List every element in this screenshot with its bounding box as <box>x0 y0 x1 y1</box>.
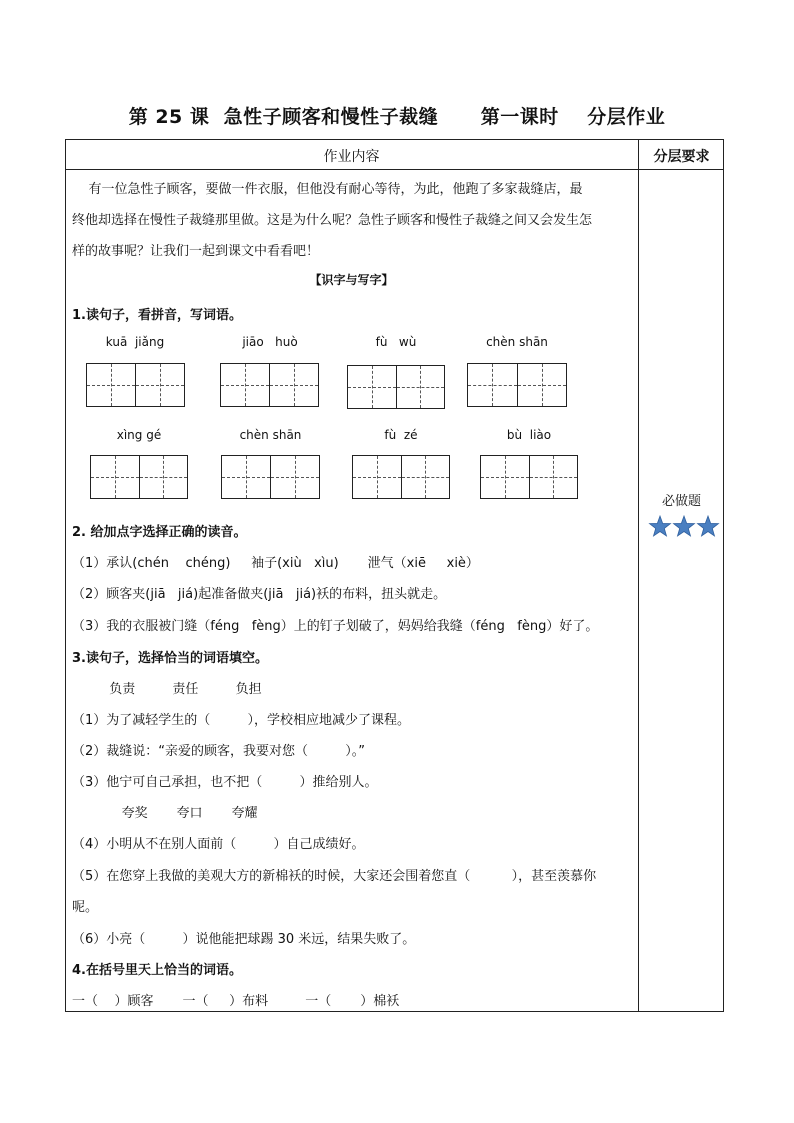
q3-word-bank: 夸奖 夸口 夸耀 <box>72 806 258 821</box>
q2-line: （2）顾客夹(jiā jiá)起准备做夹(jiā jiá)袄的布料，扭头就走。 <box>72 587 447 602</box>
column-divider <box>638 139 639 1012</box>
star-rating <box>648 513 720 541</box>
q3-line: 呢。 <box>72 900 99 915</box>
q2-title: 2. 给加点字选择正确的读音。 <box>72 525 247 540</box>
q2-line: （3）我的衣服被门缝（féng fèng）上的钉子划破了，妈妈给我缝（féng fèng）好了。 <box>72 619 599 634</box>
q2-line: （1）承认(chén chéng) 袖子(xiù xìu) 泄气（xiē xiè） <box>72 556 479 571</box>
level-label: 必做题 <box>661 494 701 509</box>
pinyin-label: chèn shān <box>239 428 302 442</box>
star-icon <box>698 516 719 536</box>
q3-line: （4）小明从不在别人面前（ ）自己成绩好。 <box>72 837 365 852</box>
star-icon <box>650 516 671 536</box>
page-title: 第 25 课 急性子顾客和慢性子裁缝 第一课时 分层作业 <box>128 106 666 128</box>
pinyin-label: fù wù <box>375 335 417 349</box>
q3-line: （1）为了减轻学生的（ ），学校相应地减少了课程。 <box>72 713 410 728</box>
header-divider <box>65 169 724 170</box>
writing-grid[interactable] <box>220 363 319 407</box>
pinyin-label: bù liào <box>506 428 552 442</box>
pinyin-label: chèn shān <box>486 335 548 349</box>
q3-title: 3.读句子，选择恰当的词语填空。 <box>72 651 268 666</box>
writing-grid[interactable] <box>352 455 450 499</box>
writing-grid[interactable] <box>221 455 320 499</box>
q3-line: （6）小亮（ ）说他能把球踢 30 米远，结果失败了。 <box>72 932 416 947</box>
intro-line: 有一位急性子顾客，要做一件衣服，但他没有耐心等待，为此，他跑了多家裁缝店，最 <box>72 182 583 197</box>
writing-grid[interactable] <box>347 365 445 409</box>
writing-grid[interactable] <box>86 363 185 407</box>
pinyin-label: kuā jiǎng <box>105 335 165 349</box>
q3-line: （3）他宁可自己承担，也不把（ ）推给别人。 <box>72 775 378 790</box>
writing-grid[interactable] <box>480 455 578 499</box>
writing-grid[interactable] <box>467 363 567 407</box>
intro-line: 样的故事呢？让我们一起到课文中看看吧！ <box>72 244 320 259</box>
intro-line: 终他却选择在慢性子裁缝那里做。这是为什么呢？急性子顾客和慢性子裁缝之间又会发生怎 <box>72 213 593 228</box>
q3-line: （5）在您穿上我做的美观大方的新棉袄的时候，大家还会围着您直（ ），甚至羡慕你 <box>72 869 597 884</box>
star-icon <box>674 516 695 536</box>
header-level: 分层要求 <box>653 149 710 165</box>
pinyin-label: jiāo huò <box>242 335 298 349</box>
q1-title: 1.读句子，看拼音，写词语。 <box>72 308 242 323</box>
section-title: 【识字与写字】 <box>309 273 394 287</box>
q4-line: 一（ ）顾客 一（ ）布料 一（ ）棉袄 <box>72 994 400 1009</box>
pinyin-label: xìng gé <box>116 428 162 442</box>
pinyin-label: fù zé <box>384 428 418 442</box>
q3-line: （2）裁缝说：“亲爱的顾客，我要对您（ ）。” <box>72 744 365 759</box>
q4-title: 4.在括号里天上恰当的词语。 <box>72 963 242 978</box>
writing-grid[interactable] <box>90 455 188 499</box>
q3-word-bank: 负责 责任 负担 <box>72 682 262 697</box>
header-content: 作业内容 <box>323 149 380 165</box>
